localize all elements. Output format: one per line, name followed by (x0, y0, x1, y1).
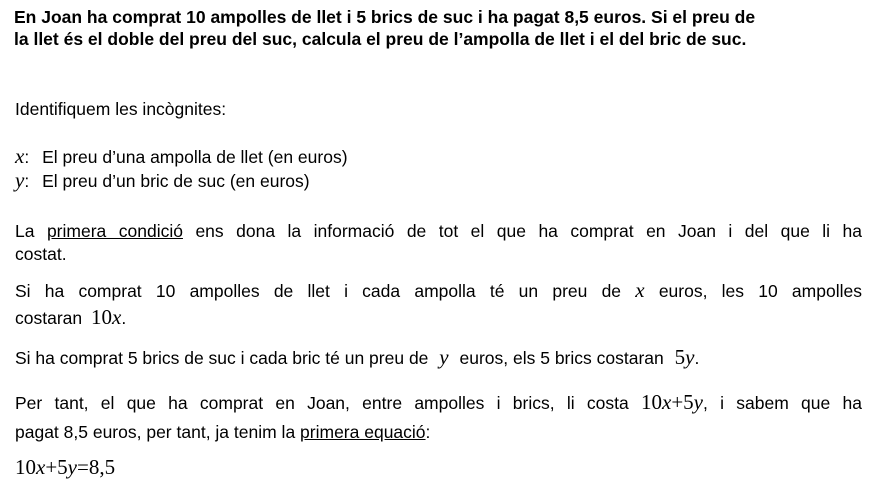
para3-expr-var: y (685, 345, 695, 369)
eq-coef-b: 5 (57, 455, 68, 479)
para4-coef-a: 10 (640, 390, 662, 414)
para3-text-mid: euros, els 5 brics costaran (459, 348, 664, 368)
para4-text-post: , i sabem que ha (702, 393, 862, 413)
problem-line-1: En Joan ha comprat 10 ampolles de llet i 5 brics de suc i ha pagat 8,5 euros. Si el preu de (14, 7, 756, 27)
para2-text-pre: Si ha comprat 10 ampolles de llet i cada ampolla té un preu de (15, 281, 622, 301)
var-y-description: El preu d’un bric de suc (en euros) (42, 171, 310, 191)
para3-var-y: y (439, 345, 449, 369)
eq-plus: + (45, 455, 58, 479)
var-y-symbol: y (15, 168, 25, 192)
unknowns-heading: Identifiquem les incògnites: (15, 99, 227, 119)
var-x-description: El preu d’una ampolla de llet (en euros) (42, 147, 348, 167)
eq-var-y: y (67, 455, 77, 479)
paragraph-1-line-1 (15, 220, 862, 242)
eq-var-x: x (36, 455, 46, 479)
var-y-sep: : (24, 171, 30, 191)
var-x-sep: : (24, 147, 30, 167)
para2-text-post: euros, les 10 ampolles (658, 281, 862, 301)
eq-equals: = (77, 455, 89, 479)
eq-coef-a: 10 (15, 455, 36, 479)
para4-text-pre: Per tant, el que ha comprat en Joan, entre ampolles i brics, li costa (15, 393, 629, 413)
unknown-y-row (15, 169, 310, 192)
para2-costaran: costaran (15, 308, 83, 328)
para4-var-y: y (693, 390, 703, 414)
para4-coef-b: 5 (683, 390, 694, 414)
para1-text-post: ens dona la informació de tot el que ha comprat en Joan i del que li ha (195, 221, 862, 241)
first-equation-underlined: primera equació (300, 422, 426, 442)
para2-period: . (121, 308, 127, 328)
para4-var-x: x (661, 390, 672, 414)
para1-text-pre: La (15, 221, 35, 241)
para2-expr-coef: 10 (91, 305, 112, 329)
paragraph-2-line-1 (15, 279, 862, 302)
problem-line-2: la llet és el doble del preu del suc, calcula el preu de l’ampolla de llet i el del bric de suc. (14, 29, 747, 49)
para3-period: . (694, 348, 700, 368)
var-x-symbol: x (15, 144, 25, 168)
para3-text-pre: Si ha comprat 5 brics de suc i cada bric té un preu de (15, 348, 429, 368)
unknown-x-row (15, 145, 348, 168)
paragraph-4-line-1 (15, 391, 862, 414)
paragraph-1-line-2: costat. (15, 244, 67, 264)
paragraph-4-line-2 (15, 421, 430, 443)
para3-expr-coef: 5 (674, 345, 686, 369)
para2-expr-var: x (112, 305, 122, 329)
paragraph-3 (15, 346, 699, 369)
paragraph-2-line-2 (15, 306, 126, 329)
para2-var-x: x (635, 278, 645, 302)
equation (15, 456, 115, 479)
para4-expression (640, 390, 703, 414)
eq-rhs: 8,5 (88, 455, 116, 479)
para4-plus: + (671, 390, 684, 414)
para4-colon: : (425, 422, 431, 442)
first-condition-underlined: primera condició (46, 221, 183, 241)
para4-line2-pre: pagat 8,5 euros, per tant, ja tenim la (15, 422, 296, 442)
